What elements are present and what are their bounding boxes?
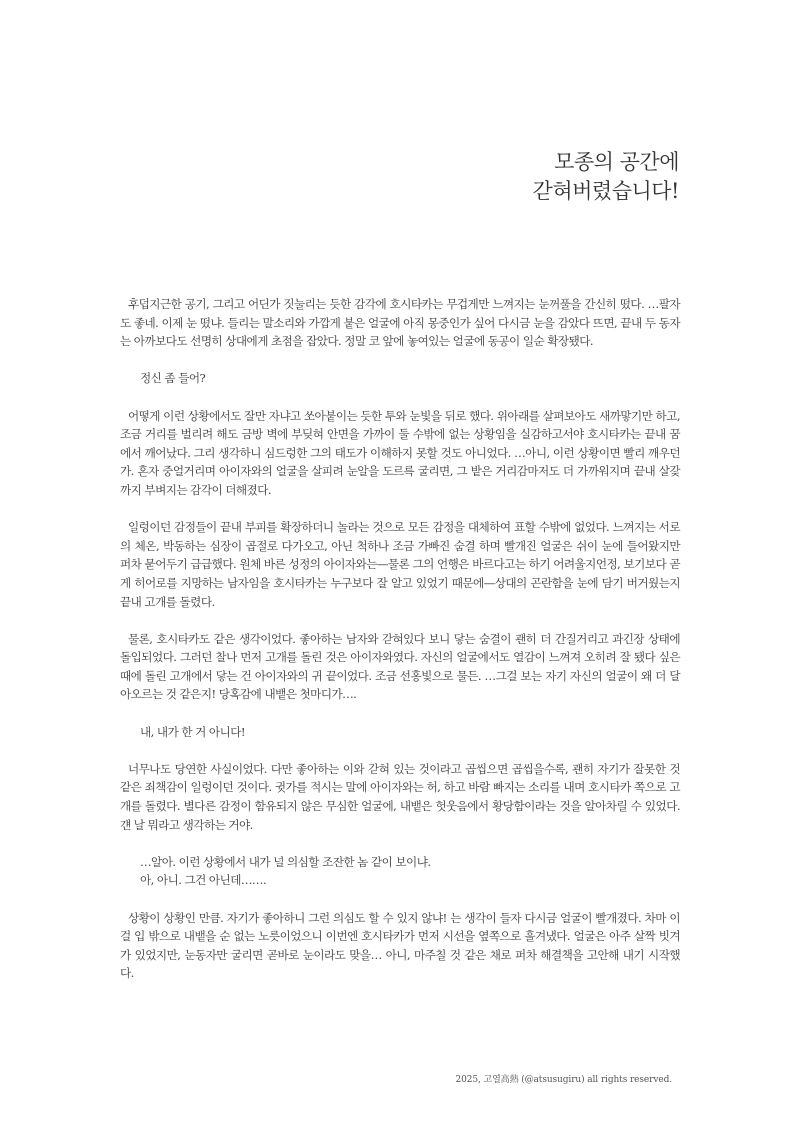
dialogue-line: …알아. 이런 상황에서 내가 널 의심할 조잔한 놈 같이 보이냐. xyxy=(140,854,431,869)
paragraph: 후덥지근한 공기, 그리고 어딘가 짓눌리는 듯한 감각에 호시타카는 무겁게만 느껴지는 눈꺼풀을 간신히 떴다. …팔자도 좋네. 이제 눈 떴냐. 들리는 말소리와 가깝게 붙은 얼굴에 아직 몽중인가 싶어 다시금 눈을 감았다 뜨면, 끝내 두 동자는 아까보다도 선명히 상대에게 초점을 잡았다. 정말 코 앞에 놓여있는 얼굴에 동공이 일순 확장됐다. xyxy=(120,297,680,349)
copyright-footer: 2025, 고열高熱 (@atsusugiru) all rights reserved. xyxy=(455,1075,672,1085)
dialogue-line: 아, 아니. 그건 아닌데……. xyxy=(140,873,267,888)
title-line-2: 갇혀버렸습니다! xyxy=(532,179,679,203)
paragraph: 물론, 호시타카도 같은 생각이었다. 좋아하는 남자와 갇혀있다 보니 닿는 숨결이 괜히 더 간질거리고 과긴장 상태에 돌입되었다. 그러던 찰나 먼저 고개를 돌린 것은 아이자와였다. 자신의 얼굴에서도 열감이 느껴져 오히려 잘 됐다 싶은 때에 돌린 고개에서 닿는 건 아이자와의 귀 끝이었다. 조금 선홍빛으로 물든. …그걸 보는 자기 자신의 얼굴이 왜 더 달아오르는 것 같은지! 당혹감에 내뱉은 첫마디가…. xyxy=(120,631,680,702)
story-body xyxy=(120,295,680,1002)
paragraph: 일렁이던 감정들이 끝내 부피를 확장하더니 놀라는 것으로 모든 감정을 대체하여 표할 수밖에 없었다. 느껴지는 서로의 체온, 박동하는 심장이 곱절로 다가오고, 아닌 척하나 조금 가빠진 숨결 하며 빨개진 얼굴은 쉬이 눈에 들어왔지만 퍼차 묻어두기 급급했다. 원체 바른 성정의 아이자와는—물론 그의 언행은 바르다고는 하기 어려울지언정, 보기보다 곧게 히어로를 지망하는 남자임을 호시타카는 누구보다 잘 알고 있었기 때문에—상대의 곤란함을 눈에 담기 버거웠는지 끝내 고개를 돌렸다. xyxy=(120,520,680,609)
title-line-1: 모종의 공간에 xyxy=(554,150,679,174)
dialogue-line: 내, 내가 한 거 아니다! xyxy=(140,724,245,739)
page-title xyxy=(533,148,679,206)
dialogue-line: 정신 좀 들어? xyxy=(140,371,206,386)
paragraph: 상황이 상황인 만큼. 자기가 좋아하니 그런 의심도 할 수 있지 않냐! 는 생각이 들자 다시금 얼굴이 빨개졌다. 차마 이걸 입 밖으로 내뱉을 순 없는 노릇이었으니 이번엔 호시타카가 먼저 시선을 옆쪽으로 흘겨냈다. 얼굴은 아주 살짝 빗겨가 있었지만, 눈동자만 굴리면 곧바로 눈이라도 맞을… 아니, 마주칠 것 같은 채로 퍼차 해결책을 고안해 내기 시작했다. xyxy=(120,910,680,981)
paragraph: 너무나도 당연한 사실이었다. 다만 좋아하는 이와 갇혀 있는 것이라고 곱씹으면 곱씹을수록, 괜히 자기가 잘못한 것 같은 죄책감이 일렁이던 것이다. 귓가를 적시는 말에 아이자와는 허, 하고 바람 빠지는 소리를 내며 호시타카 쪽으로 고개를 돌렸다. 별다른 감정이 함유되지 않은 무심한 얼굴에, 내뱉은 헛웃음에서 황당함이라는 것을 알아차릴 수 있었다. 걘 날 뭐라고 생각하는 거야. xyxy=(120,761,680,832)
paragraph: 어떻게 이런 상황에서도 잘만 자냐고 쏘아붙이는 듯한 투와 눈빛을 뒤로 했다. 위아래를 살펴보아도 새까맣기만 하고, 조금 거리를 벌리려 해도 금방 벽에 부딪혀 안면을 가까이 둘 수밖에 없는 상황임을 실감하고서야 호시타카는 끝내 꿈에서 깨어났다. 그리 생각하니 심드렁한 그의 태도가 이해하지 못할 것도 아니었다. …아니, 이런 상황이면 빨리 깨우던가. 혼자 중얼거리며 아이자와의 얼굴을 살피려 눈알을 도르륵 굴리면, 그 밭은 거리감마저도 더 가까워지며 끝내 살갗까지 부벼지는 감각이 더해졌다. xyxy=(120,408,680,497)
